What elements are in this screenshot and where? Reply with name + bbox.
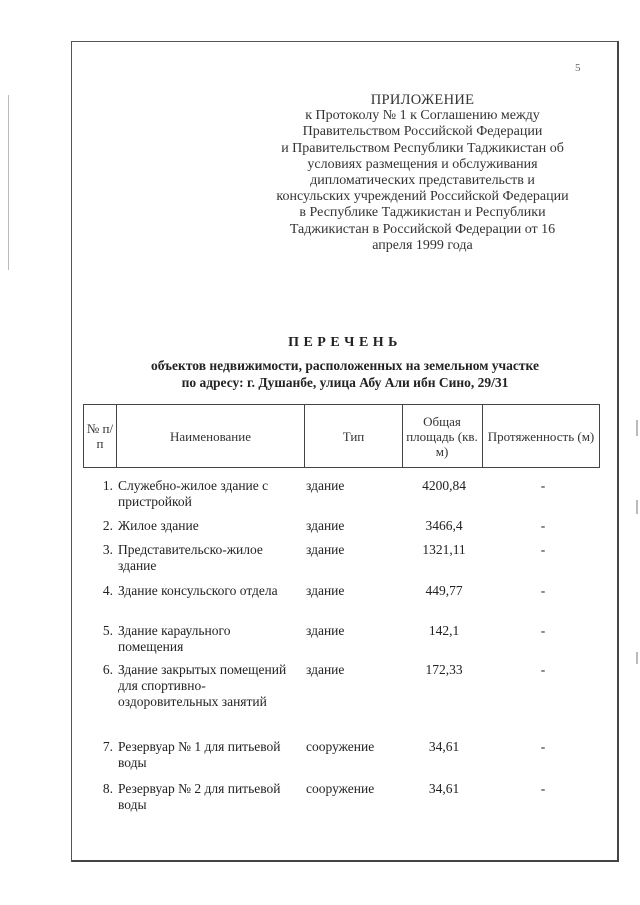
page-number: 5 xyxy=(575,62,581,74)
row-area: 1321,11 xyxy=(422,542,466,557)
appendix-line: к Протоколу № 1 к Соглашению между xyxy=(305,108,540,124)
appendix-header xyxy=(250,92,595,254)
row-type: здание xyxy=(306,583,345,598)
row-area: 34,61 xyxy=(428,781,460,796)
row-area: 142,1 xyxy=(428,623,460,638)
row-area: 4200,84 xyxy=(422,478,466,493)
row-type: здание xyxy=(306,542,345,557)
scan-edge-mark xyxy=(8,95,9,270)
row-number: 2. xyxy=(102,518,113,533)
scan-edge-mark xyxy=(636,420,638,436)
row-area: 449,77 xyxy=(425,583,463,598)
appendix-line: Таджикистан в Российской Федерации от 16 xyxy=(289,221,556,237)
table-header xyxy=(83,404,600,468)
row-type: здание xyxy=(306,623,345,638)
row-name: Здание консульского отдела xyxy=(118,583,278,598)
row-length: - xyxy=(540,662,546,677)
row-name: Резервуар № 1 для питьевой воды xyxy=(118,739,281,770)
row-length: - xyxy=(540,583,546,598)
row-length: - xyxy=(540,739,546,754)
row-length: - xyxy=(540,542,546,557)
subtitle-line: объектов недвижимости, расположенных на земельном участке xyxy=(151,358,539,373)
row-length: - xyxy=(540,781,546,796)
document-title: ПЕРЕЧЕНЬ xyxy=(288,335,402,350)
row-type: здание xyxy=(306,662,345,677)
appendix-line: консульских учреждений Российской Федерации xyxy=(276,189,569,205)
row-number: 3. xyxy=(102,542,113,557)
appendix-line: апреля 1999 года xyxy=(372,237,473,253)
row-number: 7. xyxy=(102,739,113,754)
row-number: 8. xyxy=(102,781,113,796)
row-name: Здание закрытых помещений для спортивно-оздоровительных занятий xyxy=(118,662,287,709)
row-type: здание xyxy=(306,478,345,493)
document-subtitle xyxy=(80,357,610,391)
row-name: Здание караульного помещения xyxy=(118,623,231,654)
row-number: 4. xyxy=(102,583,113,598)
appendix-heading: ПРИЛОЖЕНИЕ xyxy=(370,92,475,108)
scan-edge-mark xyxy=(636,500,638,514)
row-area: 172,33 xyxy=(425,662,463,677)
row-name: Жилое здание xyxy=(118,518,199,533)
appendix-line: и Правительством Республики Таджикистан об xyxy=(281,140,564,156)
row-number: 5. xyxy=(102,623,113,638)
header-area: Общая площадь (кв. м) xyxy=(406,413,478,459)
column-divider xyxy=(402,405,403,467)
row-length: - xyxy=(540,478,546,493)
row-name: Служебно-жилое здание с пристройкой xyxy=(118,478,269,509)
column-divider xyxy=(482,405,483,467)
row-type: здание xyxy=(306,518,345,533)
header-type: Тип xyxy=(342,428,365,444)
row-area: 34,61 xyxy=(428,739,460,754)
row-number: 1. xyxy=(102,478,113,493)
row-number: 6. xyxy=(102,662,113,677)
row-length: - xyxy=(540,623,546,638)
subtitle-line: по адресу: г. Душанбе, улица Абу Али ибн Сино, 29/31 xyxy=(181,375,509,390)
appendix-line: условиях размещения и обслуживания xyxy=(307,156,538,172)
row-type: сооружение xyxy=(306,781,375,796)
row-type: сооружение xyxy=(306,739,375,754)
appendix-line: Правительством Российской Федерации xyxy=(302,124,543,140)
row-name: Представительско-жилое здание xyxy=(118,542,263,573)
appendix-line: в Республике Таджикистан и Республики xyxy=(299,205,546,221)
header-num: № п/п xyxy=(86,421,114,451)
scan-edge-mark xyxy=(636,652,638,664)
header-name: Наименование xyxy=(170,428,251,444)
row-name: Резервуар № 2 для питьевой воды xyxy=(118,781,281,812)
row-length: - xyxy=(540,518,546,533)
appendix-line: дипломатических представительств и xyxy=(310,173,535,189)
row-area: 3466,4 xyxy=(425,518,463,533)
header-length: Протяженность (м) xyxy=(487,428,595,444)
